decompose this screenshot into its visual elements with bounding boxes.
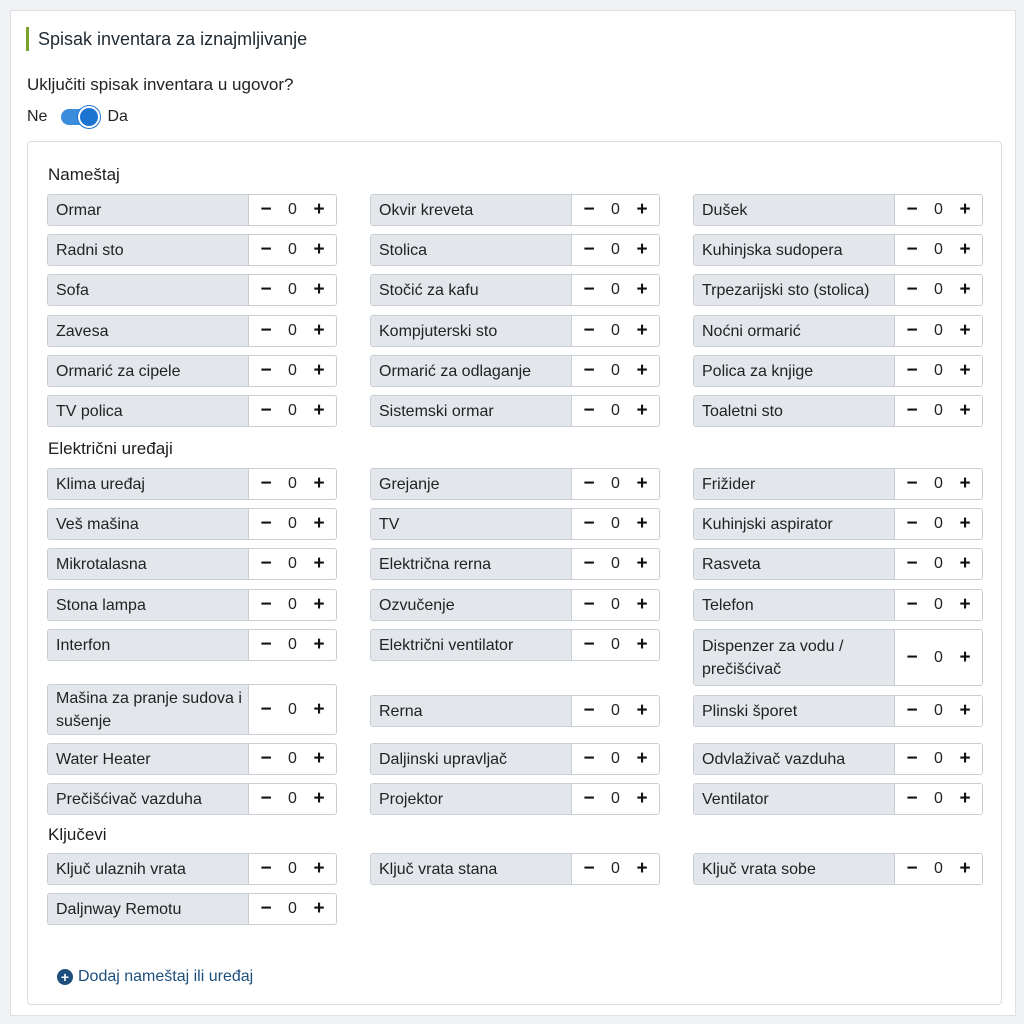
decrement-button[interactable]: − — [260, 858, 272, 879]
quantity-stepper — [249, 195, 336, 225]
decrement-button[interactable]: − — [583, 513, 595, 534]
decrement-button[interactable]: − — [260, 513, 272, 534]
quantity-value: 0 — [611, 702, 620, 719]
increment-button[interactable]: + — [636, 788, 648, 809]
quantity-stepper — [895, 590, 982, 620]
item-label: Električna rerna — [371, 549, 572, 579]
item-label: Stočić za kafu — [371, 275, 572, 305]
quantity-stepper — [572, 469, 659, 499]
add-item-link[interactable] — [57, 968, 253, 986]
quantity-value: 0 — [288, 750, 297, 767]
increment-button[interactable]: + — [959, 199, 971, 220]
item-label: Kuhinjski aspirator — [694, 509, 895, 539]
quantity-stepper — [249, 744, 336, 774]
item-label: Radni sto — [48, 235, 249, 265]
quantity-stepper — [572, 744, 659, 774]
quantity-stepper — [249, 685, 336, 734]
quantity-value: 0 — [934, 515, 943, 532]
inventory-item — [370, 194, 660, 226]
item-label: Rerna — [371, 696, 572, 726]
item-label: Trpezarijski sto (stolica) — [694, 275, 895, 305]
quantity-value: 0 — [934, 402, 943, 419]
inventory-item — [47, 355, 337, 387]
increment-button[interactable]: + — [313, 320, 325, 341]
quantity-value: 0 — [611, 241, 620, 258]
decrement-button[interactable]: − — [583, 594, 595, 615]
quantity-stepper — [572, 630, 659, 660]
quantity-value: 0 — [288, 790, 297, 807]
increment-button[interactable]: + — [313, 199, 325, 220]
item-label: Zavesa — [48, 316, 249, 346]
item-label: Kompjuterski sto — [371, 316, 572, 346]
plus-circle-icon: + — [57, 969, 73, 985]
decrement-button[interactable]: − — [906, 279, 918, 300]
item-label: Water Heater — [48, 744, 249, 774]
decrement-button[interactable]: − — [906, 700, 918, 721]
increment-button[interactable]: + — [313, 553, 325, 574]
inventory-item — [370, 355, 660, 387]
item-label: Odvlaživač vazduha — [694, 744, 895, 774]
quantity-stepper — [895, 469, 982, 499]
inventory-item — [370, 468, 660, 500]
quantity-stepper — [249, 275, 336, 305]
quantity-stepper — [572, 549, 659, 579]
quantity-stepper — [895, 356, 982, 386]
item-label: Sistemski ormar — [371, 396, 572, 426]
item-label: Frižider — [694, 469, 895, 499]
inventory-item — [370, 629, 660, 661]
quantity-stepper — [572, 590, 659, 620]
quantity-value: 0 — [611, 860, 620, 877]
item-label: Rasveta — [694, 549, 895, 579]
item-label: Ključ vrata sobe — [694, 854, 895, 884]
decrement-button[interactable]: − — [583, 279, 595, 300]
quantity-value: 0 — [934, 702, 943, 719]
quantity-value: 0 — [934, 596, 943, 613]
quantity-stepper — [895, 854, 982, 884]
increment-button[interactable]: + — [636, 199, 648, 220]
item-label: Polica za knjige — [694, 356, 895, 386]
decrement-button[interactable]: − — [906, 473, 918, 494]
quantity-stepper — [895, 509, 982, 539]
increment-button[interactable]: + — [959, 239, 971, 260]
inventory-item — [47, 743, 337, 775]
page-title: Spisak inventara za iznajmljivanje — [26, 27, 307, 51]
increment-button[interactable]: + — [959, 279, 971, 300]
quantity-stepper — [572, 854, 659, 884]
increment-button[interactable]: + — [959, 553, 971, 574]
decrement-button[interactable]: − — [906, 594, 918, 615]
decrement-button[interactable]: − — [906, 748, 918, 769]
inventory-item — [693, 468, 983, 500]
quantity-stepper — [572, 396, 659, 426]
item-label: Dispenzer za vodu / prečišćivač — [694, 630, 895, 685]
inventory-item — [47, 194, 337, 226]
quantity-stepper — [895, 396, 982, 426]
quantity-value: 0 — [611, 322, 620, 339]
decrement-button[interactable]: − — [583, 788, 595, 809]
decrement-button[interactable]: − — [906, 199, 918, 220]
inventory-item — [370, 234, 660, 266]
increment-button[interactable]: + — [959, 858, 971, 879]
toggle-knob[interactable] — [78, 106, 100, 128]
quantity-value: 0 — [611, 475, 620, 492]
decrement-button[interactable]: − — [906, 553, 918, 574]
increment-button[interactable]: + — [313, 239, 325, 260]
inventory-item — [47, 853, 337, 885]
quantity-stepper — [249, 549, 336, 579]
quantity-value: 0 — [288, 201, 297, 218]
item-label: Noćni ormarić — [694, 316, 895, 346]
inventory-item — [370, 853, 660, 885]
quantity-value: 0 — [611, 790, 620, 807]
inventory-item — [370, 783, 660, 815]
item-label: Stona lampa — [48, 590, 249, 620]
inventory-item — [47, 684, 337, 735]
quantity-stepper — [572, 275, 659, 305]
item-label: Veš mašina — [48, 509, 249, 539]
decrement-button[interactable]: − — [906, 360, 918, 381]
decrement-button[interactable]: − — [583, 199, 595, 220]
inventory-item — [47, 508, 337, 540]
item-label: Ormar — [48, 195, 249, 225]
quantity-value: 0 — [934, 475, 943, 492]
increment-button[interactable]: + — [313, 698, 325, 720]
quantity-stepper — [249, 509, 336, 539]
decrement-button[interactable]: − — [583, 239, 595, 260]
increment-button[interactable]: + — [313, 400, 325, 421]
increment-button[interactable]: + — [636, 594, 648, 615]
quantity-value: 0 — [288, 281, 297, 298]
decrement-button[interactable]: − — [260, 473, 272, 494]
inventory-item — [370, 695, 660, 727]
quantity-value: 0 — [288, 860, 297, 877]
quantity-value: 0 — [934, 322, 943, 339]
quantity-value: 0 — [288, 241, 297, 258]
inventory-item — [370, 315, 660, 347]
increment-button[interactable]: + — [313, 473, 325, 494]
decrement-button[interactable]: − — [583, 700, 595, 721]
quantity-stepper — [895, 316, 982, 346]
decrement-button[interactable]: − — [260, 239, 272, 260]
decrement-button[interactable]: − — [260, 400, 272, 421]
decrement-button[interactable]: − — [260, 748, 272, 769]
quantity-value: 0 — [288, 636, 297, 653]
decrement-button[interactable]: − — [583, 553, 595, 574]
item-label: Toaletni sto — [694, 396, 895, 426]
increment-button[interactable]: + — [959, 513, 971, 534]
item-label: Projektor — [371, 784, 572, 814]
increment-button[interactable]: + — [636, 279, 648, 300]
quantity-stepper — [572, 509, 659, 539]
add-item-label: Dodaj nameštaj ili uređaj — [78, 968, 254, 985]
item-label: Električni ventilator — [371, 630, 572, 660]
item-label: Interfon — [48, 630, 249, 660]
inventory-item — [370, 548, 660, 580]
quantity-value: 0 — [934, 281, 943, 298]
item-label: Daljinski upravljač — [371, 744, 572, 774]
quantity-stepper — [249, 356, 336, 386]
increment-button[interactable]: + — [636, 553, 648, 574]
decrement-button[interactable]: − — [260, 594, 272, 615]
quantity-value: 0 — [934, 362, 943, 379]
decrement-button[interactable]: − — [260, 898, 272, 919]
increment-button[interactable]: + — [313, 858, 325, 879]
increment-button[interactable]: + — [636, 239, 648, 260]
inventory-item — [47, 234, 337, 266]
quantity-value: 0 — [934, 241, 943, 258]
quantity-value: 0 — [288, 700, 297, 718]
quantity-stepper — [572, 356, 659, 386]
inventory-item — [370, 395, 660, 427]
increment-button[interactable]: + — [959, 400, 971, 421]
quantity-stepper — [249, 590, 336, 620]
quantity-value: 0 — [611, 515, 620, 532]
quantity-value: 0 — [288, 900, 297, 917]
decrement-button[interactable]: − — [906, 858, 918, 879]
quantity-value: 0 — [611, 555, 620, 572]
increment-button[interactable]: + — [636, 634, 648, 655]
increment-button[interactable]: + — [313, 634, 325, 655]
quantity-stepper — [895, 275, 982, 305]
increment-button[interactable]: + — [313, 898, 325, 919]
item-label: TV — [371, 509, 572, 539]
quantity-stepper — [249, 235, 336, 265]
quantity-stepper — [572, 784, 659, 814]
decrement-button[interactable]: − — [260, 634, 272, 655]
increment-button[interactable]: + — [636, 513, 648, 534]
inventory-item — [693, 234, 983, 266]
quantity-value: 0 — [288, 515, 297, 532]
quantity-value: 0 — [611, 201, 620, 218]
quantity-stepper — [572, 696, 659, 726]
section-title-keys: Ključevi — [48, 825, 107, 844]
inventory-item — [693, 548, 983, 580]
item-label: Ključ ulaznih vrata — [48, 854, 249, 884]
decrement-button[interactable]: − — [906, 320, 918, 341]
inventory-item — [370, 274, 660, 306]
item-label: Ozvučenje — [371, 590, 572, 620]
decrement-button[interactable]: − — [583, 400, 595, 421]
decrement-button[interactable]: − — [583, 748, 595, 769]
quantity-stepper — [249, 784, 336, 814]
item-label: Kuhinjska sudopera — [694, 235, 895, 265]
increment-button[interactable]: + — [313, 594, 325, 615]
quantity-value: 0 — [288, 555, 297, 572]
inventory-item — [693, 395, 983, 427]
include-inventory-toggle[interactable] — [61, 109, 97, 125]
decrement-button[interactable]: − — [906, 400, 918, 421]
inventory-item — [47, 629, 337, 661]
item-label: Ormarić za odlaganje — [371, 356, 572, 386]
decrement-button[interactable]: − — [583, 320, 595, 341]
quantity-stepper — [249, 854, 336, 884]
decrement-button[interactable]: − — [260, 320, 272, 341]
decrement-button[interactable]: − — [906, 646, 918, 668]
increment-button[interactable]: + — [313, 360, 325, 381]
decrement-button[interactable]: − — [906, 239, 918, 260]
inventory-item — [693, 629, 983, 686]
quantity-stepper — [895, 744, 982, 774]
quantity-stepper — [895, 696, 982, 726]
inventory-item — [693, 194, 983, 226]
quantity-value: 0 — [611, 281, 620, 298]
item-label: Okvir kreveta — [371, 195, 572, 225]
inventory-item — [47, 589, 337, 621]
quantity-stepper — [572, 316, 659, 346]
item-label: Ventilator — [694, 784, 895, 814]
increment-button[interactable]: + — [313, 748, 325, 769]
decrement-button[interactable]: − — [583, 473, 595, 494]
inventory-item — [47, 783, 337, 815]
item-label: Klima uređaj — [48, 469, 249, 499]
increment-button[interactable]: + — [959, 473, 971, 494]
item-label: Ormarić za cipele — [48, 356, 249, 386]
inventory-item — [370, 589, 660, 621]
increment-button[interactable]: + — [636, 748, 648, 769]
increment-button[interactable]: + — [313, 279, 325, 300]
toggle-on-label: Da — [107, 108, 128, 125]
quantity-value: 0 — [611, 596, 620, 613]
quantity-value: 0 — [288, 362, 297, 379]
quantity-stepper — [895, 630, 982, 685]
inventory-item — [693, 355, 983, 387]
inventory-panel — [27, 141, 1002, 1005]
decrement-button[interactable]: − — [906, 788, 918, 809]
item-label: Telefon — [694, 590, 895, 620]
quantity-value: 0 — [934, 201, 943, 218]
increment-button[interactable]: + — [636, 858, 648, 879]
quantity-value: 0 — [611, 362, 620, 379]
quantity-value: 0 — [288, 402, 297, 419]
increment-button[interactable]: + — [959, 594, 971, 615]
decrement-button[interactable]: − — [906, 513, 918, 534]
inventory-item — [370, 508, 660, 540]
quantity-value: 0 — [288, 596, 297, 613]
decrement-button[interactable]: − — [260, 199, 272, 220]
quantity-stepper — [895, 784, 982, 814]
item-label: Daljnway Remotu — [48, 894, 249, 924]
inventory-item — [693, 274, 983, 306]
decrement-button[interactable]: − — [583, 360, 595, 381]
item-label: Prečišćivač vazduha — [48, 784, 249, 814]
item-label: Sofa — [48, 275, 249, 305]
item-label: Dušek — [694, 195, 895, 225]
increment-button[interactable]: + — [959, 788, 971, 809]
increment-button[interactable]: + — [636, 473, 648, 494]
inventory-page — [10, 10, 1016, 1016]
increment-button[interactable]: + — [636, 320, 648, 341]
item-label: Plinski šporet — [694, 696, 895, 726]
quantity-value: 0 — [611, 402, 620, 419]
inventory-item — [693, 783, 983, 815]
include-toggle-row — [27, 107, 128, 127]
item-label: Mikrotalasna — [48, 549, 249, 579]
decrement-button[interactable]: − — [260, 698, 272, 720]
increment-button[interactable]: + — [636, 400, 648, 421]
item-label: Mašina za pranje sudova i sušenje — [48, 685, 249, 734]
inventory-item — [693, 743, 983, 775]
increment-button[interactable]: + — [636, 360, 648, 381]
section-title-electrical: Električni uređaji — [48, 439, 173, 458]
quantity-value: 0 — [611, 636, 620, 653]
quantity-stepper — [249, 630, 336, 660]
inventory-item — [693, 315, 983, 347]
decrement-button[interactable]: − — [260, 788, 272, 809]
inventory-item — [47, 468, 337, 500]
quantity-stepper — [572, 195, 659, 225]
quantity-value: 0 — [934, 860, 943, 877]
quantity-value: 0 — [611, 750, 620, 767]
quantity-value: 0 — [288, 322, 297, 339]
quantity-stepper — [895, 235, 982, 265]
inventory-item — [47, 893, 337, 925]
inventory-item — [47, 395, 337, 427]
inventory-item — [693, 589, 983, 621]
quantity-stepper — [249, 316, 336, 346]
increment-button[interactable]: + — [959, 748, 971, 769]
inventory-item — [47, 274, 337, 306]
item-label: Ključ vrata stana — [371, 854, 572, 884]
decrement-button[interactable]: − — [260, 279, 272, 300]
section-title-furniture: Nameštaj — [48, 165, 120, 184]
increment-button[interactable]: + — [636, 700, 648, 721]
quantity-stepper — [895, 549, 982, 579]
quantity-value: 0 — [934, 750, 943, 767]
toggle-off-label: Ne — [27, 108, 48, 125]
quantity-stepper — [249, 469, 336, 499]
increment-button[interactable]: + — [313, 788, 325, 809]
increment-button[interactable]: + — [313, 513, 325, 534]
item-label: Grejanje — [371, 469, 572, 499]
quantity-stepper — [249, 396, 336, 426]
include-inventory-question: Uključiti spisak inventara u ugovor? — [27, 75, 294, 94]
decrement-button[interactable]: − — [260, 360, 272, 381]
item-label: Stolica — [371, 235, 572, 265]
increment-button[interactable]: + — [959, 320, 971, 341]
inventory-item — [47, 548, 337, 580]
inventory-item — [693, 508, 983, 540]
decrement-button[interactable]: − — [583, 858, 595, 879]
quantity-stepper — [249, 894, 336, 924]
inventory-item — [693, 853, 983, 885]
quantity-value: 0 — [934, 790, 943, 807]
decrement-button[interactable]: − — [260, 553, 272, 574]
item-label: TV polica — [48, 396, 249, 426]
quantity-stepper — [572, 235, 659, 265]
increment-button[interactable]: + — [959, 700, 971, 721]
quantity-value: 0 — [288, 475, 297, 492]
increment-button[interactable]: + — [959, 646, 971, 668]
inventory-item — [370, 743, 660, 775]
quantity-value: 0 — [934, 648, 943, 666]
increment-button[interactable]: + — [959, 360, 971, 381]
quantity-stepper — [895, 195, 982, 225]
inventory-item — [47, 315, 337, 347]
inventory-item — [693, 695, 983, 727]
quantity-value: 0 — [934, 555, 943, 572]
decrement-button[interactable]: − — [583, 634, 595, 655]
